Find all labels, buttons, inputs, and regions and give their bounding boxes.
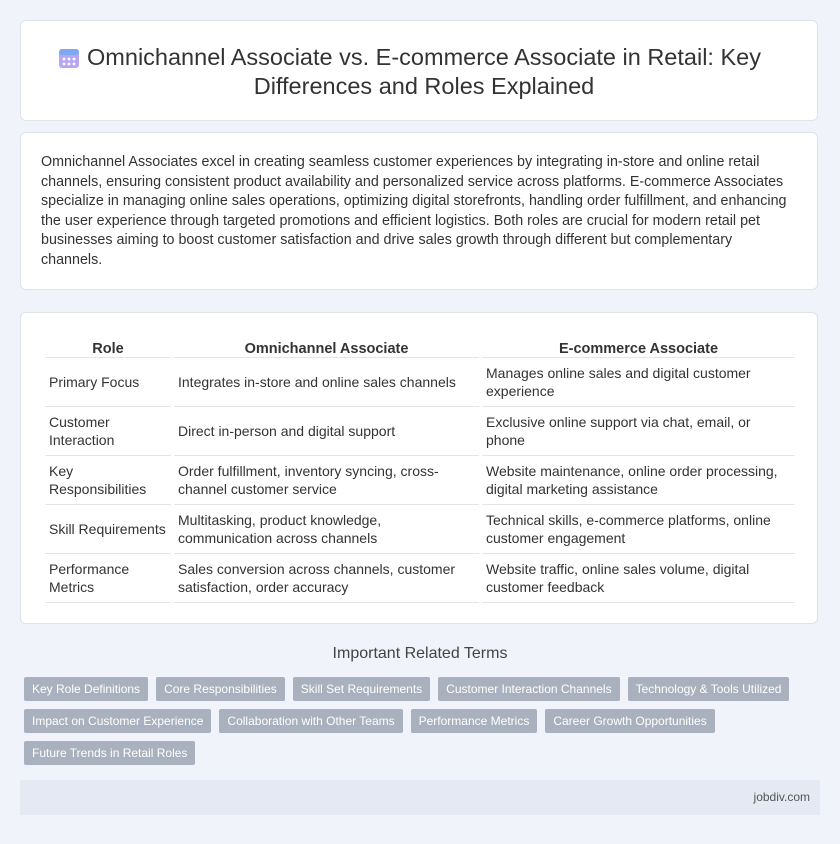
related-tag[interactable]: Future Trends in Retail Roles xyxy=(24,741,195,765)
column-header-omnichannel: Omnichannel Associate xyxy=(174,333,479,358)
related-tag[interactable]: Career Growth Opportunities xyxy=(545,709,714,733)
table-cell-ecommerce: Website maintenance, online order processing, digital marketing assistance xyxy=(482,456,795,505)
related-tag[interactable]: Customer Interaction Channels xyxy=(438,677,619,701)
table-row xyxy=(45,554,795,603)
related-tag[interactable]: Technology & Tools Utilized xyxy=(628,677,790,701)
column-header-role: Role xyxy=(45,333,171,358)
table-header-row xyxy=(45,333,795,358)
table-cell-role: Customer Interaction xyxy=(45,407,171,456)
related-tag[interactable]: Skill Set Requirements xyxy=(293,677,430,701)
table-cell-omnichannel: Direct in-person and digital support xyxy=(174,407,479,456)
table-row xyxy=(45,456,795,505)
table-cell-role: Key Responsibilities xyxy=(45,456,171,505)
related-tag[interactable]: Performance Metrics xyxy=(411,709,538,733)
related-tag[interactable]: Core Responsibilities xyxy=(156,677,285,701)
table-cell-ecommerce: Website traffic, online sales volume, digital customer feedback xyxy=(482,554,795,603)
table-row xyxy=(45,358,795,407)
footer-site-link[interactable]: jobdiv.com xyxy=(753,790,810,804)
table-cell-ecommerce: Technical skills, e-commerce platforms, online customer engagement xyxy=(482,505,795,554)
table-row xyxy=(45,505,795,554)
table-cell-ecommerce: Exclusive online support via chat, email, or phone xyxy=(482,407,795,456)
comparison-table-card xyxy=(20,312,818,624)
footer xyxy=(20,780,820,815)
related-tag[interactable]: Impact on Customer Experience xyxy=(24,709,211,733)
table-cell-ecommerce: Manages online sales and digital customer experience xyxy=(482,358,795,407)
table-cell-omnichannel: Order fulfillment, inventory syncing, cross-channel customer service xyxy=(174,456,479,505)
table-cell-omnichannel: Multitasking, product knowledge, communication across channels xyxy=(174,505,479,554)
table-cell-role: Primary Focus xyxy=(45,358,171,407)
table-cell-role: Performance Metrics xyxy=(45,554,171,603)
header-card xyxy=(20,20,818,121)
table-cell-role: Skill Requirements xyxy=(45,505,171,554)
related-tag[interactable]: Key Role Definitions xyxy=(24,677,148,701)
table-cell-omnichannel: Integrates in-store and online sales channels xyxy=(174,358,479,407)
related-terms-heading: Important Related Terms xyxy=(332,645,508,662)
table-cell-omnichannel: Sales conversion across channels, customer satisfaction, order accuracy xyxy=(174,554,479,603)
intro-card xyxy=(20,132,818,290)
related-terms-tags xyxy=(24,677,804,765)
page-title: Omnichannel Associate vs. E-commerce Associate in Retail: Key Differences and Roles Explained xyxy=(87,44,761,99)
table-row xyxy=(45,407,795,456)
intro-text: Omnichannel Associates excel in creating seamless customer experiences by integrating in-store and online retail channels, ensuring consistent product availability and personalized service across platforms. E-commerce Associates specialize in managing online sales operations, optimizing digital storefronts, handling order fulfillment, and enhancing the user experience through targeted promotions and efficient logistics. Both roles are crucial for modern retail pet businesses aiming to boost customer satisfaction and drive sales growth through different but complementary channels. xyxy=(41,154,787,268)
column-header-ecommerce: E-commerce Associate xyxy=(482,333,795,358)
comparison-table xyxy=(42,333,798,603)
related-tag[interactable]: Collaboration with Other Teams xyxy=(219,709,402,733)
